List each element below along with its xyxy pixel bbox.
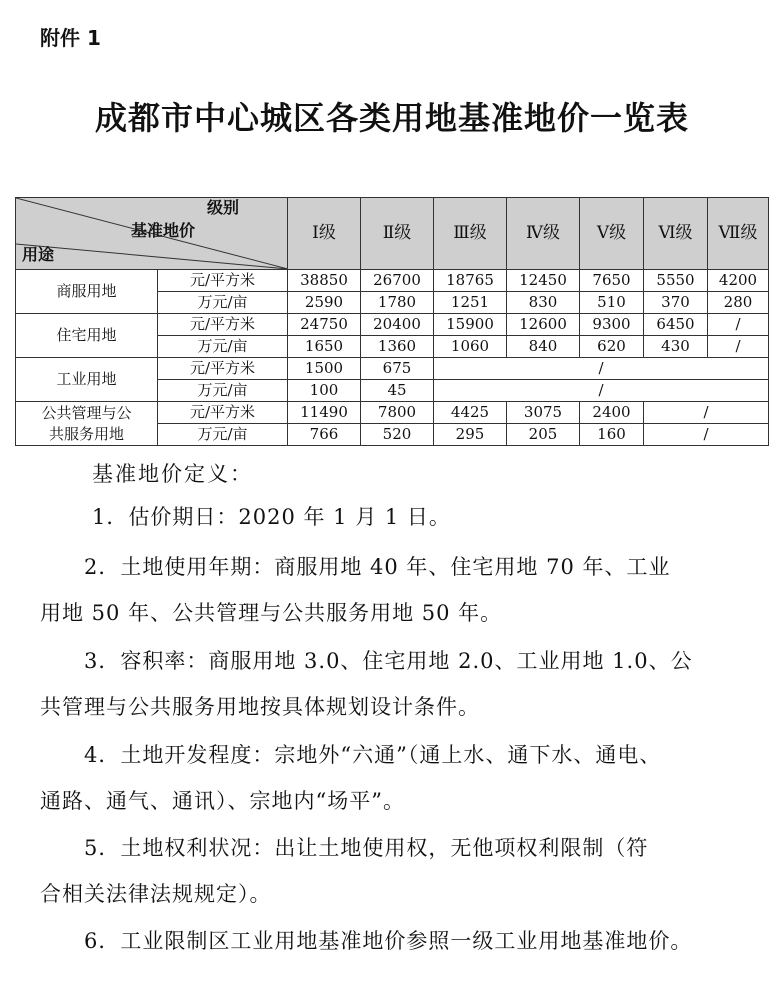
price-cell: 2590 [288, 292, 361, 314]
price-cell: 26700 [361, 270, 434, 292]
price-cell: 430 [644, 336, 708, 358]
unit-cell: 元/平方米 [158, 314, 288, 336]
table-row [16, 314, 769, 336]
land-use-cell: 工业用地 [16, 358, 158, 402]
price-cell: 1500 [288, 358, 361, 380]
note-item: 合相关法律法规规定）。 [40, 882, 272, 906]
note-item: 用地 50 年、公共管理与公共服务用地 50 年。 [40, 601, 503, 625]
document-title: 成都市中心城区各类用地基准地价一览表 [94, 99, 689, 137]
price-cell: 280 [708, 292, 769, 314]
price-cell: / [434, 358, 769, 380]
land-use-cell: 住宅用地 [16, 314, 158, 358]
land-use-line: 共服务用地 [48, 424, 124, 443]
price-cell: 1060 [434, 336, 507, 358]
level-header: Ⅱ级 [361, 198, 434, 270]
price-cell: 160 [580, 424, 644, 446]
price-cell: 370 [644, 292, 708, 314]
land-use-cell: 商服用地 [16, 270, 158, 314]
price-cell: / [644, 424, 769, 446]
note-item: 1．估价期日：2020 年 1 月 1 日。 [92, 505, 451, 529]
unit-cell: 万元/亩 [158, 336, 288, 358]
price-cell: 295 [434, 424, 507, 446]
note-item: 通路、通气、通讯）、宗地内“场平”。 [40, 789, 405, 813]
price-cell: 840 [507, 336, 580, 358]
price-cell: 620 [580, 336, 644, 358]
price-cell: 675 [361, 358, 434, 380]
header-level-label: 级别 [206, 198, 239, 217]
price-cell: 1251 [434, 292, 507, 314]
price-cell: 18765 [434, 270, 507, 292]
unit-cell: 万元/亩 [158, 380, 288, 402]
price-cell: 2400 [580, 402, 644, 424]
unit-cell: 万元/亩 [158, 292, 288, 314]
table-row [16, 402, 769, 424]
price-cell: 12450 [507, 270, 580, 292]
price-cell: 6450 [644, 314, 708, 336]
price-cell: 12600 [507, 314, 580, 336]
header-use-label: 用途 [22, 245, 55, 264]
land-price-table [15, 197, 769, 446]
price-cell: / [644, 402, 769, 424]
note-item: 2．土地使用年期：商服用地 40 年、住宅用地 70 年、工业 [40, 555, 671, 579]
level-header: Ⅶ级 [708, 198, 769, 270]
price-cell: 38850 [288, 270, 361, 292]
price-cell: 510 [580, 292, 644, 314]
price-cell: / [434, 380, 769, 402]
header-price-label: 基准地价 [130, 221, 195, 240]
price-cell: 11490 [288, 402, 361, 424]
level-header: Ⅳ级 [507, 198, 580, 270]
table-row [16, 270, 769, 292]
price-cell: 24750 [288, 314, 361, 336]
price-cell: 45 [361, 380, 434, 402]
price-cell: 1650 [288, 336, 361, 358]
note-item: 共管理与公共服务用地按具体规划设计条件。 [40, 695, 480, 719]
price-cell: 4425 [434, 402, 507, 424]
price-cell: 7650 [580, 270, 644, 292]
unit-cell: 元/平方米 [158, 402, 288, 424]
price-cell: 1780 [361, 292, 434, 314]
level-header: Ⅴ级 [580, 198, 644, 270]
price-cell: 15900 [434, 314, 507, 336]
price-cell: 830 [507, 292, 580, 314]
unit-cell: 万元/亩 [158, 424, 288, 446]
price-cell: / [708, 336, 769, 358]
price-cell: 9300 [580, 314, 644, 336]
land-use-line: 公共管理与公 [41, 403, 132, 422]
price-cell: 205 [507, 424, 580, 446]
price-cell: 5550 [644, 270, 708, 292]
note-item: 6．工业限制区工业用地基准地价参照一级工业用地基准地价。 [40, 929, 693, 953]
note-item: 5．土地权利状况：出让土地使用权，无他项权利限制（符 [40, 836, 649, 860]
price-cell: 1360 [361, 336, 434, 358]
notes-heading: 基准地价定义： [92, 462, 253, 486]
price-cell: / [708, 314, 769, 336]
level-header: Ⅰ级 [288, 198, 361, 270]
price-cell: 3075 [507, 402, 580, 424]
price-cell: 100 [288, 380, 361, 402]
price-cell: 520 [361, 424, 434, 446]
note-item: 4．土地开发程度：宗地外“六通”（通上水、通下水、通电、 [40, 743, 662, 767]
note-item: 3．容积率：商服用地 3.0、住宅用地 2.0、工业用地 1.0、公 [40, 649, 693, 673]
attachment-label: 附件 1 [40, 26, 101, 50]
price-cell: 20400 [361, 314, 434, 336]
unit-cell: 元/平方米 [158, 270, 288, 292]
diagonal-header-cell [16, 198, 288, 270]
table-row [16, 358, 769, 380]
price-cell: 766 [288, 424, 361, 446]
price-cell: 4200 [708, 270, 769, 292]
level-header: Ⅲ级 [434, 198, 507, 270]
table-header-row [16, 198, 769, 270]
land-use-cell [16, 402, 158, 446]
unit-cell: 元/平方米 [158, 358, 288, 380]
level-header: Ⅵ级 [644, 198, 708, 270]
price-cell: 7800 [361, 402, 434, 424]
